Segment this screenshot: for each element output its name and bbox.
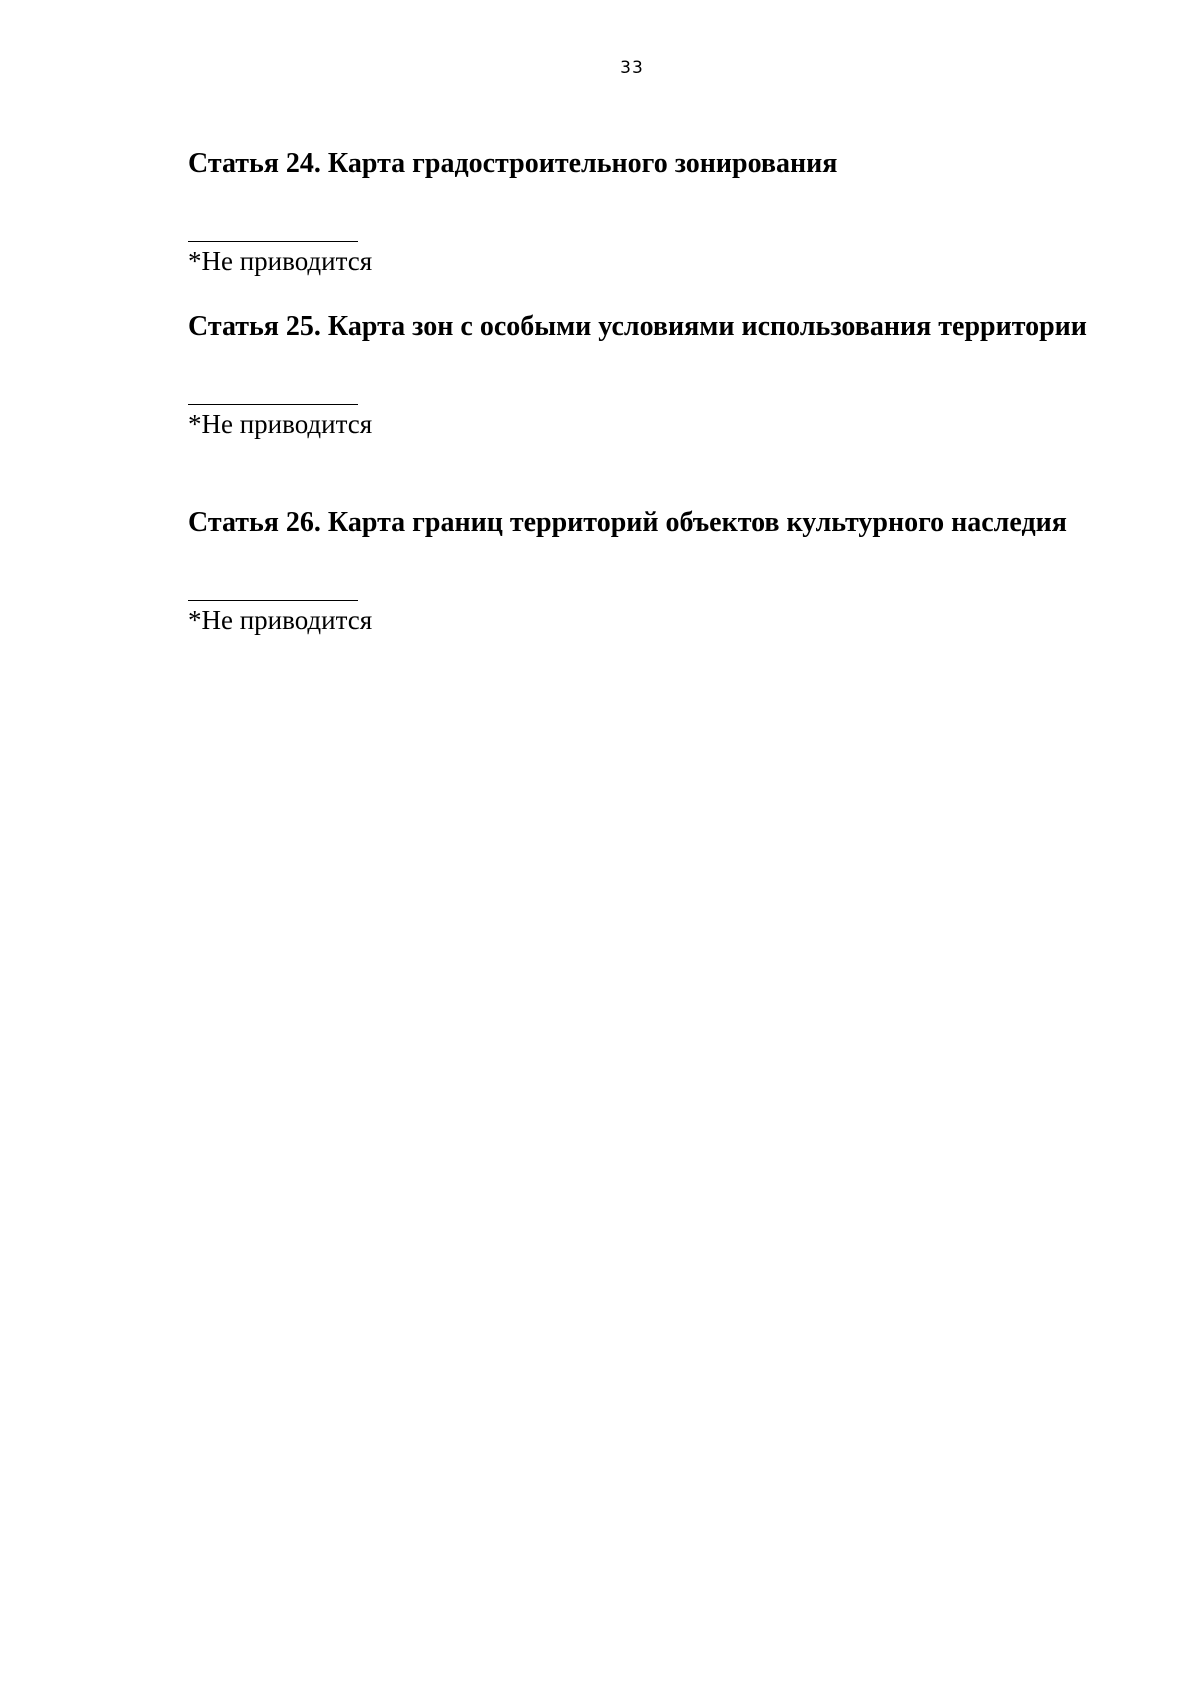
article-24-heading: Статья 24. Карта градостроительного зонирования bbox=[188, 148, 838, 179]
page-number: 33 bbox=[620, 58, 644, 78]
footnote-rule bbox=[188, 600, 358, 601]
footnote-rule bbox=[188, 241, 358, 242]
article-24-footnote: *Не приводится bbox=[188, 246, 373, 276]
article-25-footnote: *Не приводится bbox=[188, 409, 373, 439]
article-26-heading: Статья 26. Карта границ территорий объектов культурного наследия bbox=[188, 507, 1067, 538]
footnote-rule bbox=[188, 404, 358, 405]
article-25-heading: Статья 25. Карта зон с особыми условиями использования территории bbox=[188, 311, 1087, 342]
article-26-footnote: *Не приводится bbox=[188, 605, 373, 635]
